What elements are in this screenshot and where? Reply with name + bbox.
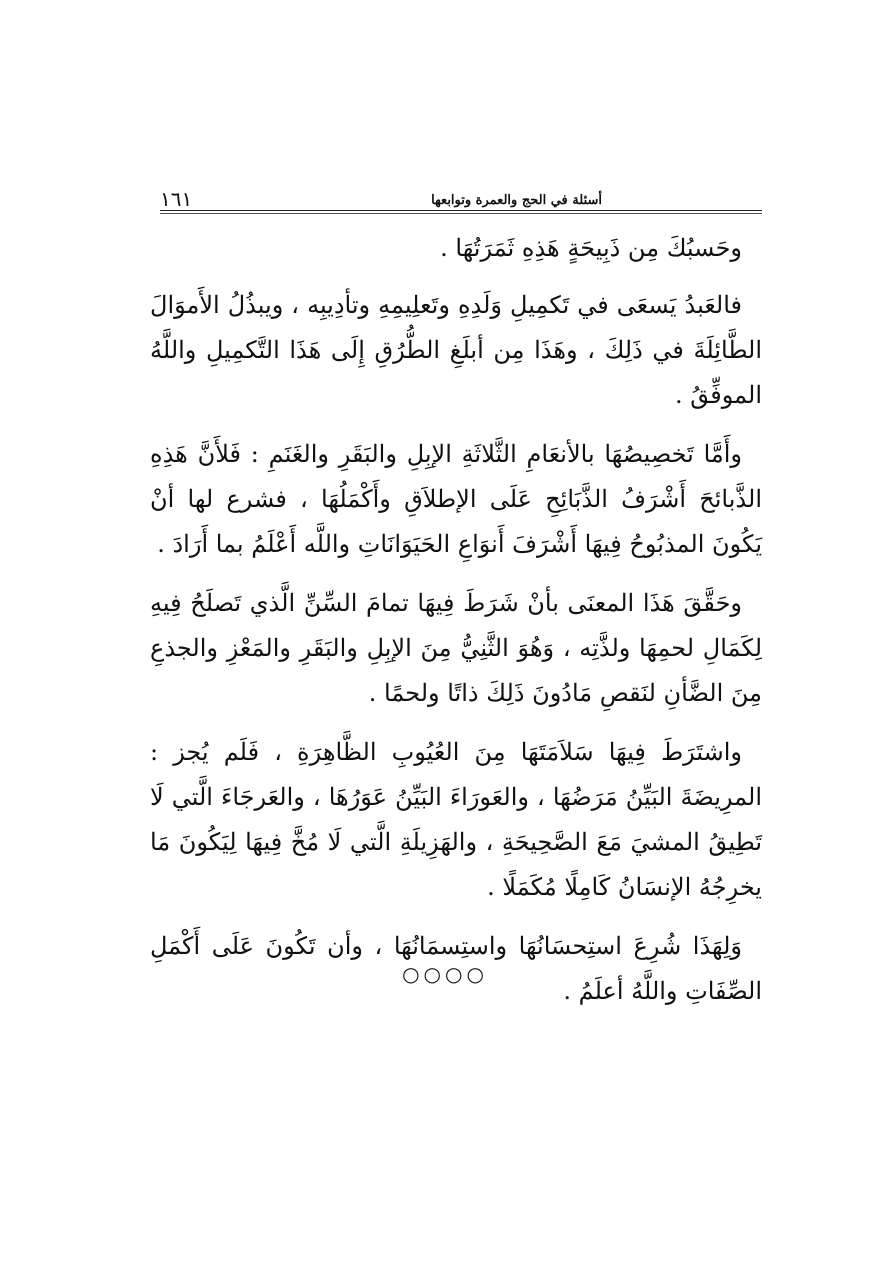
paragraph: واشتَرَطَ فِيهَا سَلاَمَتَهَا مِنَ العُيُوبِ الظَّاهِرَةِ ، فَلَم يُجز : المرِيضَةَ البَيِّنُ مَرَضُهَا ، والعَورَاءَ البَيِّنُ عَوَرُهَا ، والعَرجَاءَ الَّتي لَا تَطِيقُ المشيَ مَعَ الصَّحِيحَةِ ، والهَزِيلَةِ الَّتي لَا مُخَّ فِيهَا لِيَكُونَ مَا يخرِجُهُ الإنسَانُ كَامِلًا مُكَمَلًا .	[150, 738, 762, 901]
paragraph: وأَمَّا تَخصِيصُهَا بالأنعَامِ الثَّلاثَةِ الإبِلِ والبَقَرِ والغَنَمِ : فَلأَنَّ هَذِهِ الذَّبائحَ أَشْرَفُ الذَّبَائِحِ عَلَى الإطلاَقِ وأَكْمَلُهَا ، فشرع لها أنْ يَكُونَ المذبُوحُ فِيهَا أَشْرَفَ أَنوَاعِ الحَيَوَانَاتِ واللَّه أَعْلَمُ بما أَرَادَ .	[150, 440, 762, 558]
book-title: أسئلة في الحج والعمرة وتوابعها	[431, 193, 602, 208]
paragraph: وحَسبُكَ مِن ذَبِيحَةٍ هَذِهِ ثَمَرَتُهَا .	[440, 234, 742, 262]
paragraph: وحَقَّقَ هَذَا المعنَى بأنْ شَرَطَ فِيهَا تمامَ السِّنِّ الَّذي تَصلَحُ فِيهِ لِكَمَالِ لحمِهَا ولذَّتِه ، وَهُوَ الثَّنِيُّ مِنَ الإبِلِ والبَقَرِ والمَعْزِ والجذعِ مِنَ الضَّأنِ لنَقصِ مَادُونَ ذَلِكَ ذاتًا ولحمًا .	[150, 589, 762, 707]
header-rule-thin	[160, 213, 762, 214]
paragraph: وَلِهَذَا شُرِعَ استِحسَانُهَا واستِسمَانُهَا ، وأن تَكُونَ عَلَى أَكْمَلِ الصِّفَاتِ واللَّهُ أعلَمُ .	[150, 932, 762, 1005]
section-end-ornament: ○○○○	[402, 962, 488, 986]
page-body	[150, 226, 762, 1028]
page-number: ١٦١	[160, 187, 193, 211]
paragraph: فالعَبدُ يَسعَى في تَكمِيلِ وَلَدِهِ وتَعلِيمِهِ وتأدِيبِه ، ويبذُلُ الأَموَالَ الطَّائِلَةَ في ذَلِكَ ، وهَذَا مِن أبلَغِ الطُّرُقِ إِلَى هَذَا التَّكمِيلِ واللَّهُ الموفِّقُ .	[150, 291, 762, 409]
header-rule	[160, 210, 762, 211]
running-header	[160, 184, 762, 210]
